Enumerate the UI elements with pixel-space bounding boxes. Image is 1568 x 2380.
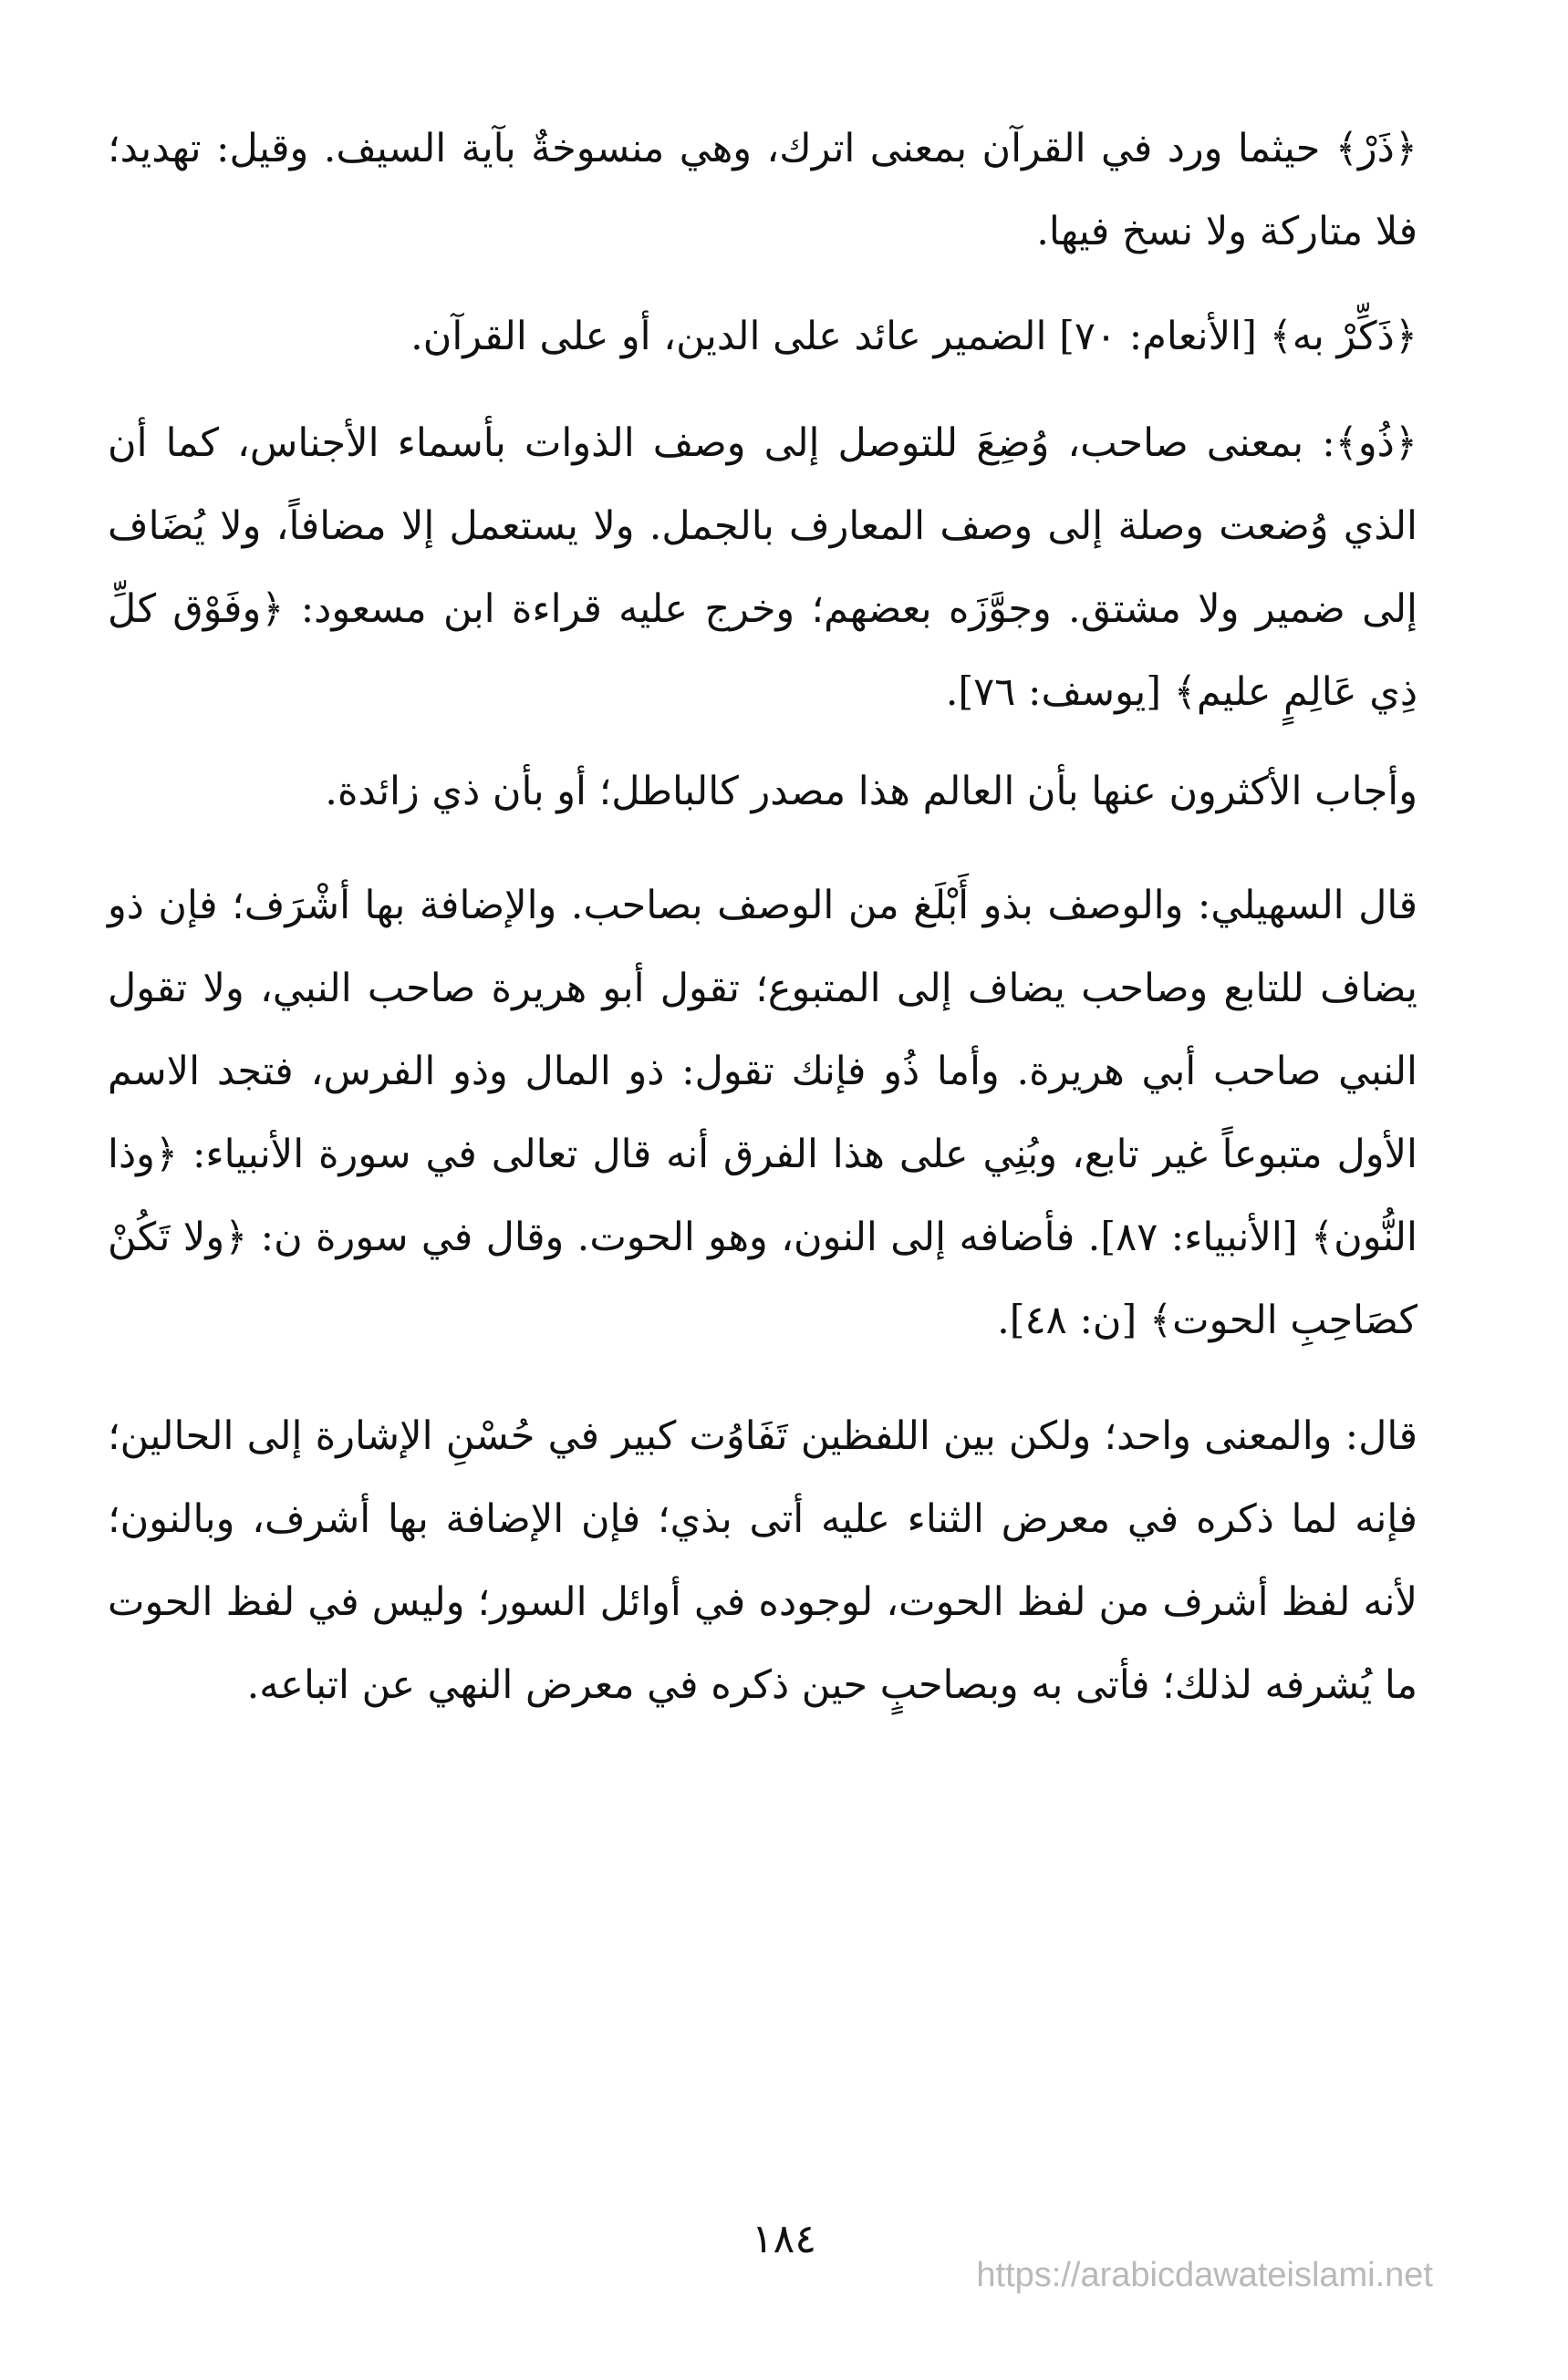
- paragraph-dhar: ﴿ذَرْ﴾ حيثما ورد في القرآن بمعنى اترك، وهي منسوخةٌ بآية السيف. وقيل: تهديد؛ فلا متاركة ولا نسخ فيها.: [108, 126, 1417, 254]
- page-body: [108, 108, 1417, 1754]
- paragraph-answer: وأجاب الأكثرون عنها بأن العالم هذا مصدر كالباطل؛ أو بأن ذي زائدة.: [325, 769, 1417, 814]
- watermark-url: https://arabicdawateislami.net: [976, 2256, 1433, 2294]
- paragraph-dhakkir: ﴿ذَكِّرْ به﴾ [الأنعام: ٧٠] الضمير عائد على الدين، أو على القرآن.: [410, 314, 1417, 359]
- page-number: ١٨٤: [752, 2216, 816, 2262]
- paragraph-dhu: ﴿ذُو﴾: بمعنى صاحب، وُضِعَ للتوصل إلى وصف الذوات بأسماء الأجناس، كما أن الذي وُضعت وصلة إلى وصف المعارف بالجمل. ولا يستعمل إلا مضافاً، ولا يُضَاف إلى ضمير ولا مشتق. وجوَّزَه بعضهم؛ وخرج عليه قراءة ابن مسعود: ﴿وفَوْق كلِّ ذِي عَالِمٍ عليم﴾ [يوسف: ٧٦].: [108, 420, 1417, 715]
- paragraph-meaning: قال: والمعنى واحد؛ ولكن بين اللفظين تَفَاوُت كبير في حُسْنِ الإشارة إلى الحالين؛ فإنه لما ذكره في معرض الثناء عليه أتى بذي؛ فإن الإضافة بها أشرف، وبالنون؛ لأنه لفظ أشرف من لفظ الحوت، لوجوده في أوائل السور؛ وليس في لفظ الحوت ما يُشرفه لذلك؛ فأتى به وبصاحبٍ حين ذكره في معرض النهي عن اتباعه.: [108, 1413, 1417, 1708]
- paragraph-suhayli: قال السهيلي: والوصف بذو أَبْلَغ من الوصف بصاحب. والإضافة بها أشْرَف؛ فإن ذو يضاف للتابع وصاحب يضاف إلى المتبوع؛ تقول أبو هريرة صاحب النبي، ولا تقول النبي صاحب أبي هريرة. وأما ذُو فإنك تقول: ذو المال وذو الفرس، فتجد الاسم الأول متبوعاً غير تابع، وبُنِي على هذا الفرق أنه قال تعالى في سورة الأنبياء: ﴿وذا النُّون﴾ [الأنبياء: ٨٧]. فأضافه إلى النون، وهو الحوت. وقال في سورة ن: ﴿ولا تَكُنْ كصَاحِبِ الحوت﴾ [ن: ٤٨].: [108, 883, 1417, 1343]
